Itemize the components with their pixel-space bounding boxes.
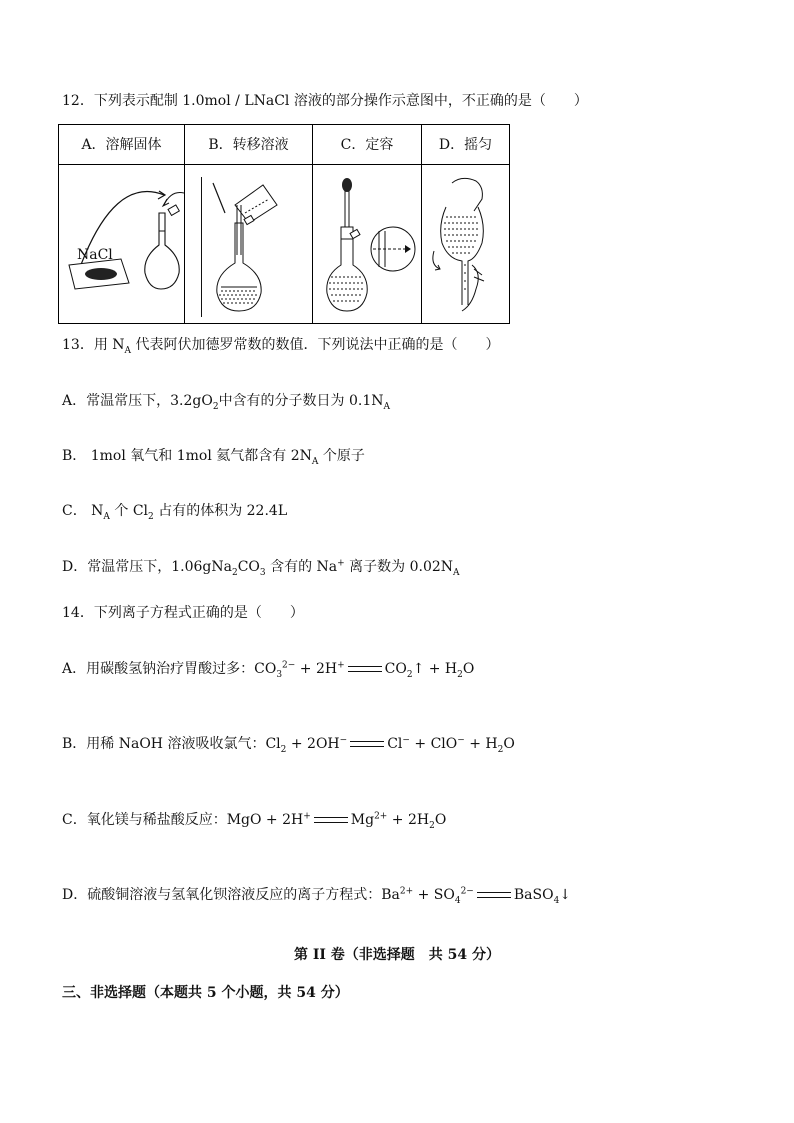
q13-option-c: C． $N_A$ 个 $Cl_2$ 占有的体积为 22.4L <box>62 503 288 522</box>
q14-option-d: D．硫酸铜溶液与氢氧化钡溶液反应的离子方程式：$Ba^{2+} + SO_4^{2-}$ BaSO$_4$↓ <box>62 886 572 906</box>
q14-option-c: C．氧化镁与稀盐酸反应：MgO + 2H+ $Mg^{2+} + 2H_2O$ <box>62 811 447 831</box>
section-2-title: 第 II 卷（非选择题 共 54 分） <box>293 947 501 963</box>
q14-option-b: B．用稀 NaOH 溶液吸收氯气：$Cl_2 + 2OH^-$ $Cl^- + ClO^- + H_2O$ <box>62 735 515 755</box>
equals-sign <box>348 666 382 672</box>
header-c: C．定容 <box>340 137 394 153</box>
illustration-shake <box>422 165 509 323</box>
equals-sign <box>477 892 511 898</box>
q13-option-a: A．常温常压下，$3.2gO_2$中含有的分子数日为 $0.1N_A$ <box>62 393 391 412</box>
header-b: B．转移溶液 <box>208 137 289 153</box>
q13-stem: 13．用 $N_A$ 代表阿伏加德罗常数的数值．下列说法中正确的是（ ） <box>62 337 500 356</box>
equals-sign <box>314 817 348 823</box>
illustration-transfer <box>185 165 312 323</box>
equals-sign <box>350 741 384 747</box>
q13-option-d: D．常温常压下，$1.06gNa_2CO_3$ 含有的 Na+ 离子数为 $0.02N_A$ <box>62 558 460 578</box>
illustration-volume <box>313 165 421 323</box>
q14-option-a: A．用碳酸氢钠治疗胃酸过多：$CO_3^{2-} + 2H^+$ $CO_2↑ + H_2O$ <box>62 660 475 680</box>
illustration-dissolve <box>59 165 184 323</box>
q13-option-b: B． 1mol 氧气和 1mol 氦气都含有 $2N_A$ 个原子 <box>62 448 365 467</box>
q12-stem: 12．下列表示配制 1.0mol / LNaCl 溶液的部分操作示意图中，不正确的是（ ） <box>62 93 588 109</box>
header-a: A．溶解固体 <box>81 137 162 153</box>
q12-table <box>58 124 510 324</box>
svg-text:NaCl: NaCl <box>77 247 113 263</box>
header-d: D．摇匀 <box>438 137 493 153</box>
q14-stem: 14．下列离子方程式正确的是（ ） <box>62 605 304 621</box>
section-3-title: 三、非选择题（本题共 5 个小题，共 54 分） <box>62 985 349 1001</box>
